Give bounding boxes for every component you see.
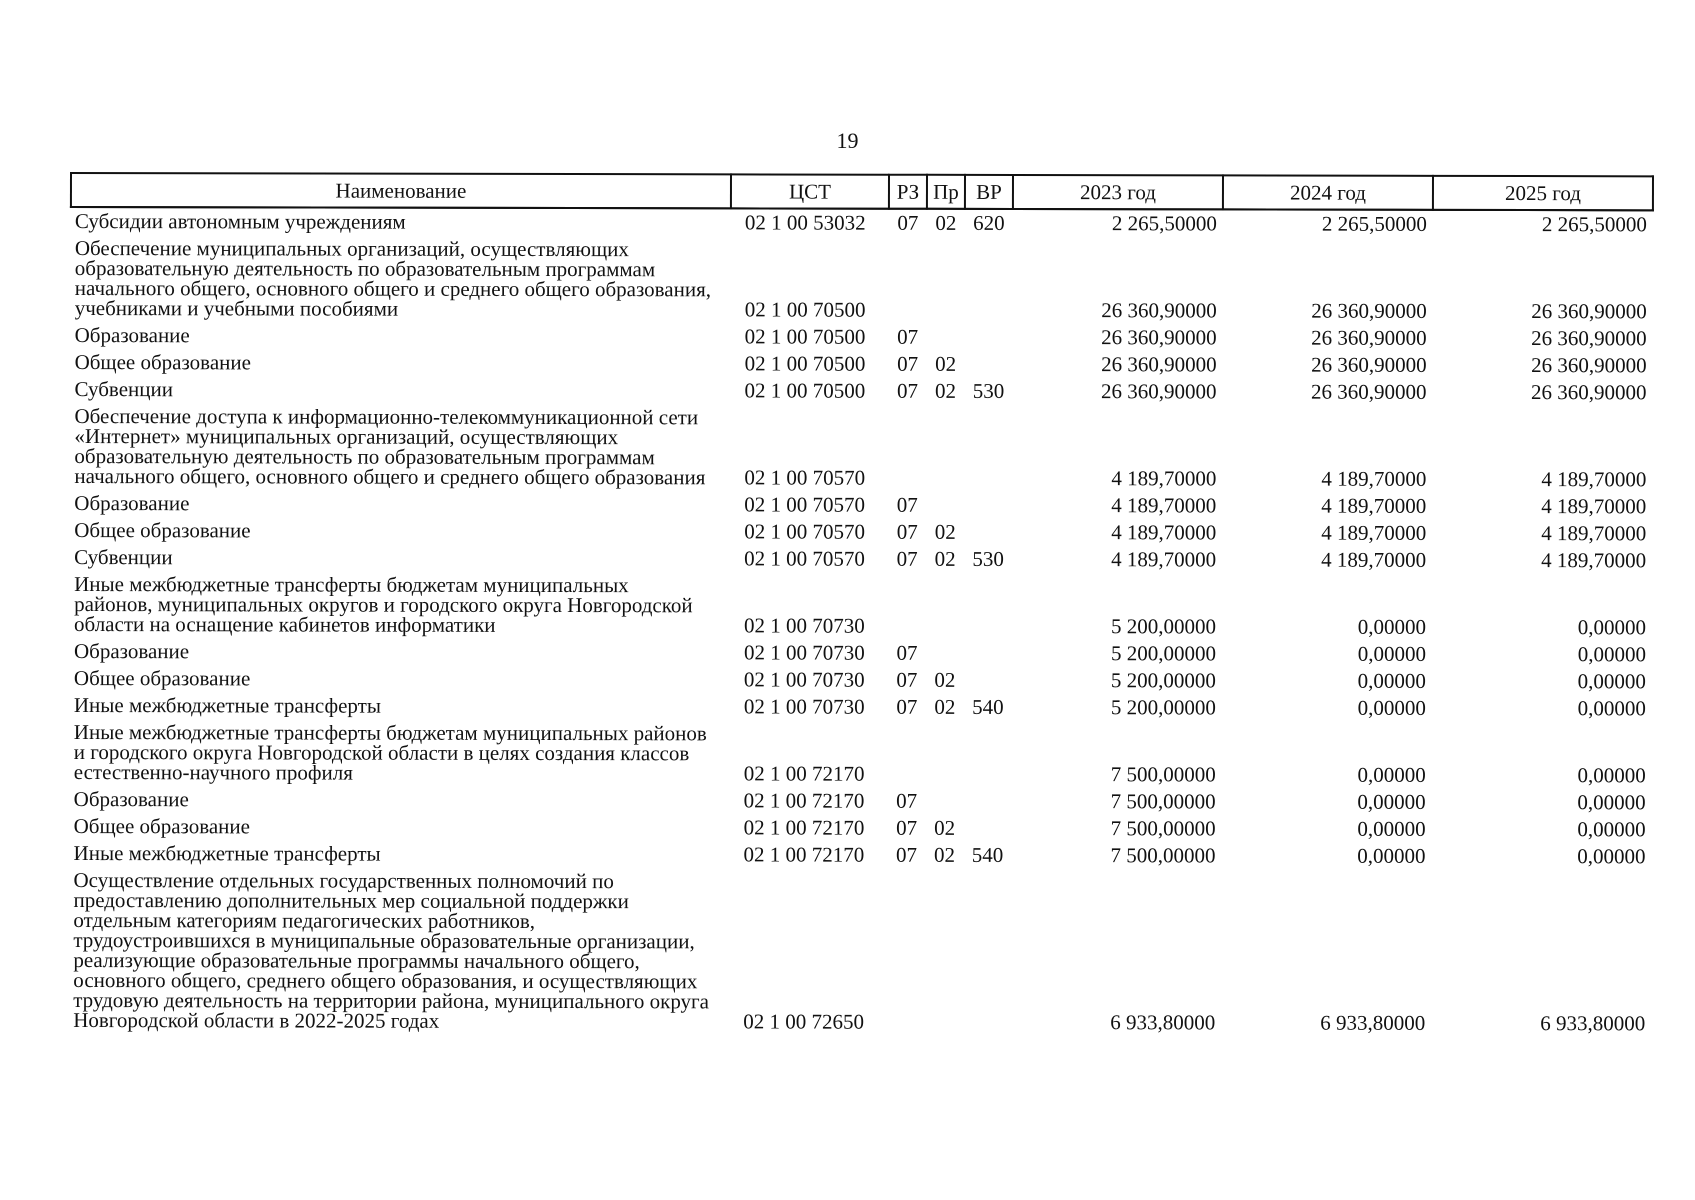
table-row: [70, 719, 1652, 789]
cell-pr: [926, 573, 964, 640]
table-row: [71, 376, 1653, 406]
cell-cst: 02 1 00 70730: [743, 667, 865, 692]
cell-cst: 02 1 00 72170: [743, 761, 865, 786]
cell-pr: 02: [934, 519, 956, 544]
table-row: [70, 692, 1652, 722]
page-number: 19: [836, 128, 859, 153]
cell-2023: 26 360,90000: [1101, 298, 1217, 323]
cell-vr: [964, 640, 1012, 667]
cell-cst: 02 1 00 70570: [744, 465, 866, 490]
cell-2024: 0,00000: [1357, 762, 1426, 787]
cell-rz: 07: [896, 667, 918, 692]
table-row: [71, 207, 1653, 238]
cell-2025: 4 189,70000: [1541, 467, 1647, 492]
cell-vr: 530: [972, 546, 1004, 571]
cell-rz: 07: [897, 210, 919, 235]
cell-vr: [964, 519, 1012, 546]
cell-name: Общее образование: [74, 518, 251, 543]
table-row: [71, 322, 1653, 352]
cell-vr: 620: [973, 210, 1005, 235]
cell-pr: 02: [935, 378, 957, 403]
cell-cst: 02 1 00 70500: [744, 297, 866, 322]
cell-2023: 26 360,90000: [1101, 352, 1217, 377]
table-row: [70, 638, 1652, 668]
cell-2025: 2 265,50000: [1541, 212, 1647, 237]
table-row: [70, 786, 1652, 816]
cell-2023: 2 265,50000: [1111, 211, 1217, 236]
cell-cst: 02 1 00 70570: [744, 519, 866, 544]
cell-name: Обеспечение доступа к информационно-телекоммуникационной сети «Интернет» муниципальных организаций, осуществляющих образовательную деятельность по образовательным программам начального общего, основного общего и среднего общего образования: [74, 404, 706, 490]
cell-2025: 4 189,70000: [1541, 494, 1647, 519]
cell-rz: [888, 573, 926, 640]
cell-2024: 2 265,50000: [1321, 211, 1427, 236]
cell-2025: 6 933,80000: [1540, 1011, 1646, 1036]
cell-name: Общее образование: [73, 666, 251, 691]
table-header-row: [71, 173, 1653, 210]
cell-2025: 0,00000: [1577, 669, 1646, 694]
cell-2024: 0,00000: [1357, 614, 1427, 639]
cell-2025: 0,00000: [1577, 844, 1646, 869]
table-row: [70, 490, 1652, 520]
cell-vr: [963, 869, 1011, 1036]
cell-name: Образование: [73, 787, 189, 812]
cell-2025: 0,00000: [1577, 790, 1646, 815]
header-2024: 2024 год: [1223, 175, 1433, 209]
cell-vr: [964, 788, 1012, 815]
cell-pr: 02: [934, 815, 956, 840]
cell-name: Осуществление отдельных государственных полномочий по предоставлению дополнительных мер социальной поддержки отдельным категориям педагогических работников, трудоустроившихся в муниципальные образовательные организации, реализующие образовательные программы начального общего, основного общего, среднего общего образования, и осуществляющих трудовую деятельность на территории района, муниципального округа Новгородской области в 2022-2025 годах: [73, 868, 710, 1033]
cell-2025: 4 189,70000: [1541, 521, 1647, 546]
cell-rz: 07: [897, 378, 919, 403]
cell-2024: 0,00000: [1357, 668, 1426, 693]
cell-2023: 5 200,00000: [1111, 614, 1217, 639]
cell-2024: 0,00000: [1357, 843, 1426, 868]
table-row: [70, 813, 1652, 843]
cell-vr: [964, 573, 1012, 640]
cell-name: Обеспечение муниципальных организаций, осуществляющих образовательную деятельность по образовательным программам начального общего, основного общего и среднего общего образования, учебниками и учебными пособиями: [74, 236, 712, 321]
cell-vr: [964, 721, 1012, 788]
cell-2024: 0,00000: [1357, 695, 1426, 720]
cell-rz: 07: [896, 788, 918, 813]
cell-2023: 4 189,70000: [1111, 466, 1217, 491]
header-vr: ВР: [965, 175, 1013, 209]
cell-rz: 07: [896, 640, 918, 665]
cell-vr: [964, 815, 1012, 842]
cell-2024: 26 360,90000: [1311, 298, 1427, 323]
cell-2025: 26 360,90000: [1531, 299, 1647, 324]
table-row: [70, 840, 1652, 870]
cell-cst: 02 1 00 53032: [744, 210, 866, 235]
budget-table: [68, 172, 1654, 1037]
header-pr: Пр: [927, 175, 965, 209]
cell-rz: [887, 869, 925, 1036]
cell-rz: 07: [897, 324, 919, 349]
header-name: Наименование: [71, 173, 731, 208]
cell-name: Субвенции: [74, 377, 174, 402]
cell-rz: 07: [896, 815, 918, 840]
cell-2025: 0,00000: [1577, 817, 1646, 842]
cell-name: Образование: [74, 323, 190, 348]
table-row: [71, 349, 1653, 379]
cell-cst: 02 1 00 72170: [743, 842, 865, 867]
cell-rz: [888, 405, 926, 492]
table-row: [70, 571, 1652, 641]
cell-2024: 26 360,90000: [1311, 352, 1427, 377]
table-row: [70, 517, 1652, 547]
cell-rz: [888, 721, 926, 788]
cell-vr: [965, 237, 1013, 324]
cell-vr: 540: [972, 694, 1004, 719]
cell-name: Образование: [73, 639, 190, 664]
cell-2023: 5 200,00000: [1110, 668, 1216, 693]
cell-2024: 6 933,80000: [1320, 1010, 1426, 1035]
cell-2025: 26 360,90000: [1531, 380, 1647, 405]
cell-2023: 4 189,70000: [1111, 547, 1217, 572]
cell-pr: [926, 405, 964, 492]
cell-name: Субсидии автономным учреждениям: [74, 209, 406, 234]
header-2025: 2025 год: [1433, 176, 1653, 210]
cell-pr: [926, 788, 964, 815]
cell-pr: 02: [935, 351, 957, 376]
cell-cst: 02 1 00 70730: [743, 694, 865, 719]
table-body: [69, 207, 1653, 1037]
cell-cst: 02 1 00 72170: [743, 815, 865, 840]
cell-cst: 02 1 00 70500: [744, 378, 866, 403]
cell-vr: [964, 405, 1012, 492]
cell-cst: 02 1 00 70500: [744, 324, 866, 349]
cell-cst: 02 1 00 72170: [743, 788, 865, 813]
cell-cst: 02 1 00 70730: [743, 640, 865, 665]
cell-2023: 26 360,90000: [1101, 325, 1217, 350]
cell-2024: 0,00000: [1357, 789, 1426, 814]
cell-vr: [964, 667, 1012, 694]
cell-pr: [927, 324, 965, 351]
cell-2024: 0,00000: [1357, 641, 1427, 666]
cell-pr: [927, 237, 965, 324]
cell-2023: 7 500,00000: [1110, 789, 1216, 814]
cell-2023: 26 360,90000: [1101, 379, 1217, 404]
cell-2024: 0,00000: [1357, 816, 1426, 841]
cell-2025: 0,00000: [1577, 642, 1647, 667]
header-rz: РЗ: [889, 175, 927, 209]
cell-pr: 02: [934, 694, 956, 719]
cell-2025: 4 189,70000: [1541, 548, 1647, 573]
cell-vr: 530: [972, 378, 1005, 403]
cell-2023: 7 500,00000: [1110, 816, 1216, 841]
cell-pr: [926, 721, 964, 788]
cell-vr: [965, 324, 1013, 351]
cell-cst: 02 1 00 70570: [744, 492, 866, 517]
cell-name: Общее образование: [73, 814, 251, 839]
cell-2023: 6 933,80000: [1110, 1010, 1216, 1035]
header-2023: 2023 год: [1013, 175, 1223, 209]
cell-name: Иные межбюджетные трансферты: [73, 693, 381, 718]
cell-2023: 5 200,00000: [1110, 695, 1216, 720]
header-cst: ЦСТ: [731, 174, 889, 208]
cell-cst: 02 1 00 70570: [744, 546, 865, 571]
cell-rz: 07: [897, 351, 919, 376]
cell-pr: 02: [934, 546, 956, 571]
cell-rz: 07: [896, 492, 918, 517]
cell-vr: 540: [971, 842, 1004, 867]
cell-2024: 26 360,90000: [1311, 379, 1427, 404]
cell-2023: 7 500,00000: [1110, 843, 1216, 868]
cell-name: Образование: [74, 491, 190, 516]
cell-vr: [964, 492, 1012, 519]
cell-vr: [965, 351, 1013, 378]
cell-name: Иные межбюджетные трансферты бюджетам муниципальных районов и городского округа Новгородской области в целях создания классов естественно-научного профиля: [73, 720, 707, 785]
cell-2024: 4 189,70000: [1321, 466, 1427, 491]
cell-rz: 07: [896, 519, 918, 544]
cell-2023: 4 189,70000: [1111, 520, 1217, 545]
cell-2024: 4 189,70000: [1321, 520, 1427, 545]
cell-name: Иные межбюджетные трансферты: [73, 841, 381, 866]
cell-name: Субвенции: [74, 545, 173, 570]
table-row: [70, 665, 1652, 695]
cell-pr: 02: [935, 210, 957, 235]
cell-2025: 26 360,90000: [1531, 326, 1647, 351]
table-row: [70, 403, 1652, 493]
cell-2023: 4 189,70000: [1111, 493, 1217, 518]
cell-2025: 0,00000: [1577, 615, 1647, 640]
cell-cst: 02 1 00 70730: [744, 613, 865, 638]
cell-rz: 07: [896, 546, 918, 571]
table-row: [70, 544, 1652, 574]
cell-2024: 4 189,70000: [1321, 493, 1427, 518]
cell-2025: 0,00000: [1577, 763, 1646, 788]
cell-2024: 26 360,90000: [1311, 325, 1427, 350]
cell-2023: 5 200,00000: [1110, 641, 1217, 666]
cell-pr: [926, 492, 964, 519]
cell-pr: 02: [934, 667, 956, 692]
cell-2024: 4 189,70000: [1321, 547, 1427, 572]
cell-pr: 02: [934, 842, 956, 867]
table-row: [71, 235, 1653, 325]
cell-rz: 07: [896, 694, 918, 719]
cell-cst: 02 1 00 70500: [744, 351, 866, 376]
cell-2025: 26 360,90000: [1531, 353, 1647, 378]
table-row: [69, 867, 1651, 1037]
cell-pr: [926, 640, 964, 667]
cell-cst: 02 1 00 72650: [743, 1009, 864, 1034]
cell-2025: 0,00000: [1577, 696, 1646, 721]
cell-rz: 07: [896, 842, 918, 867]
cell-pr: [925, 869, 963, 1036]
cell-2023: 7 500,00000: [1110, 762, 1216, 787]
cell-name: Общее образование: [74, 350, 251, 375]
cell-rz: [889, 237, 927, 324]
cell-name: Иные межбюджетные трансферты бюджетам муниципальных районов, муниципальных округов и городского округа Новгородской области на оснащение кабинетов информатики: [74, 572, 693, 637]
